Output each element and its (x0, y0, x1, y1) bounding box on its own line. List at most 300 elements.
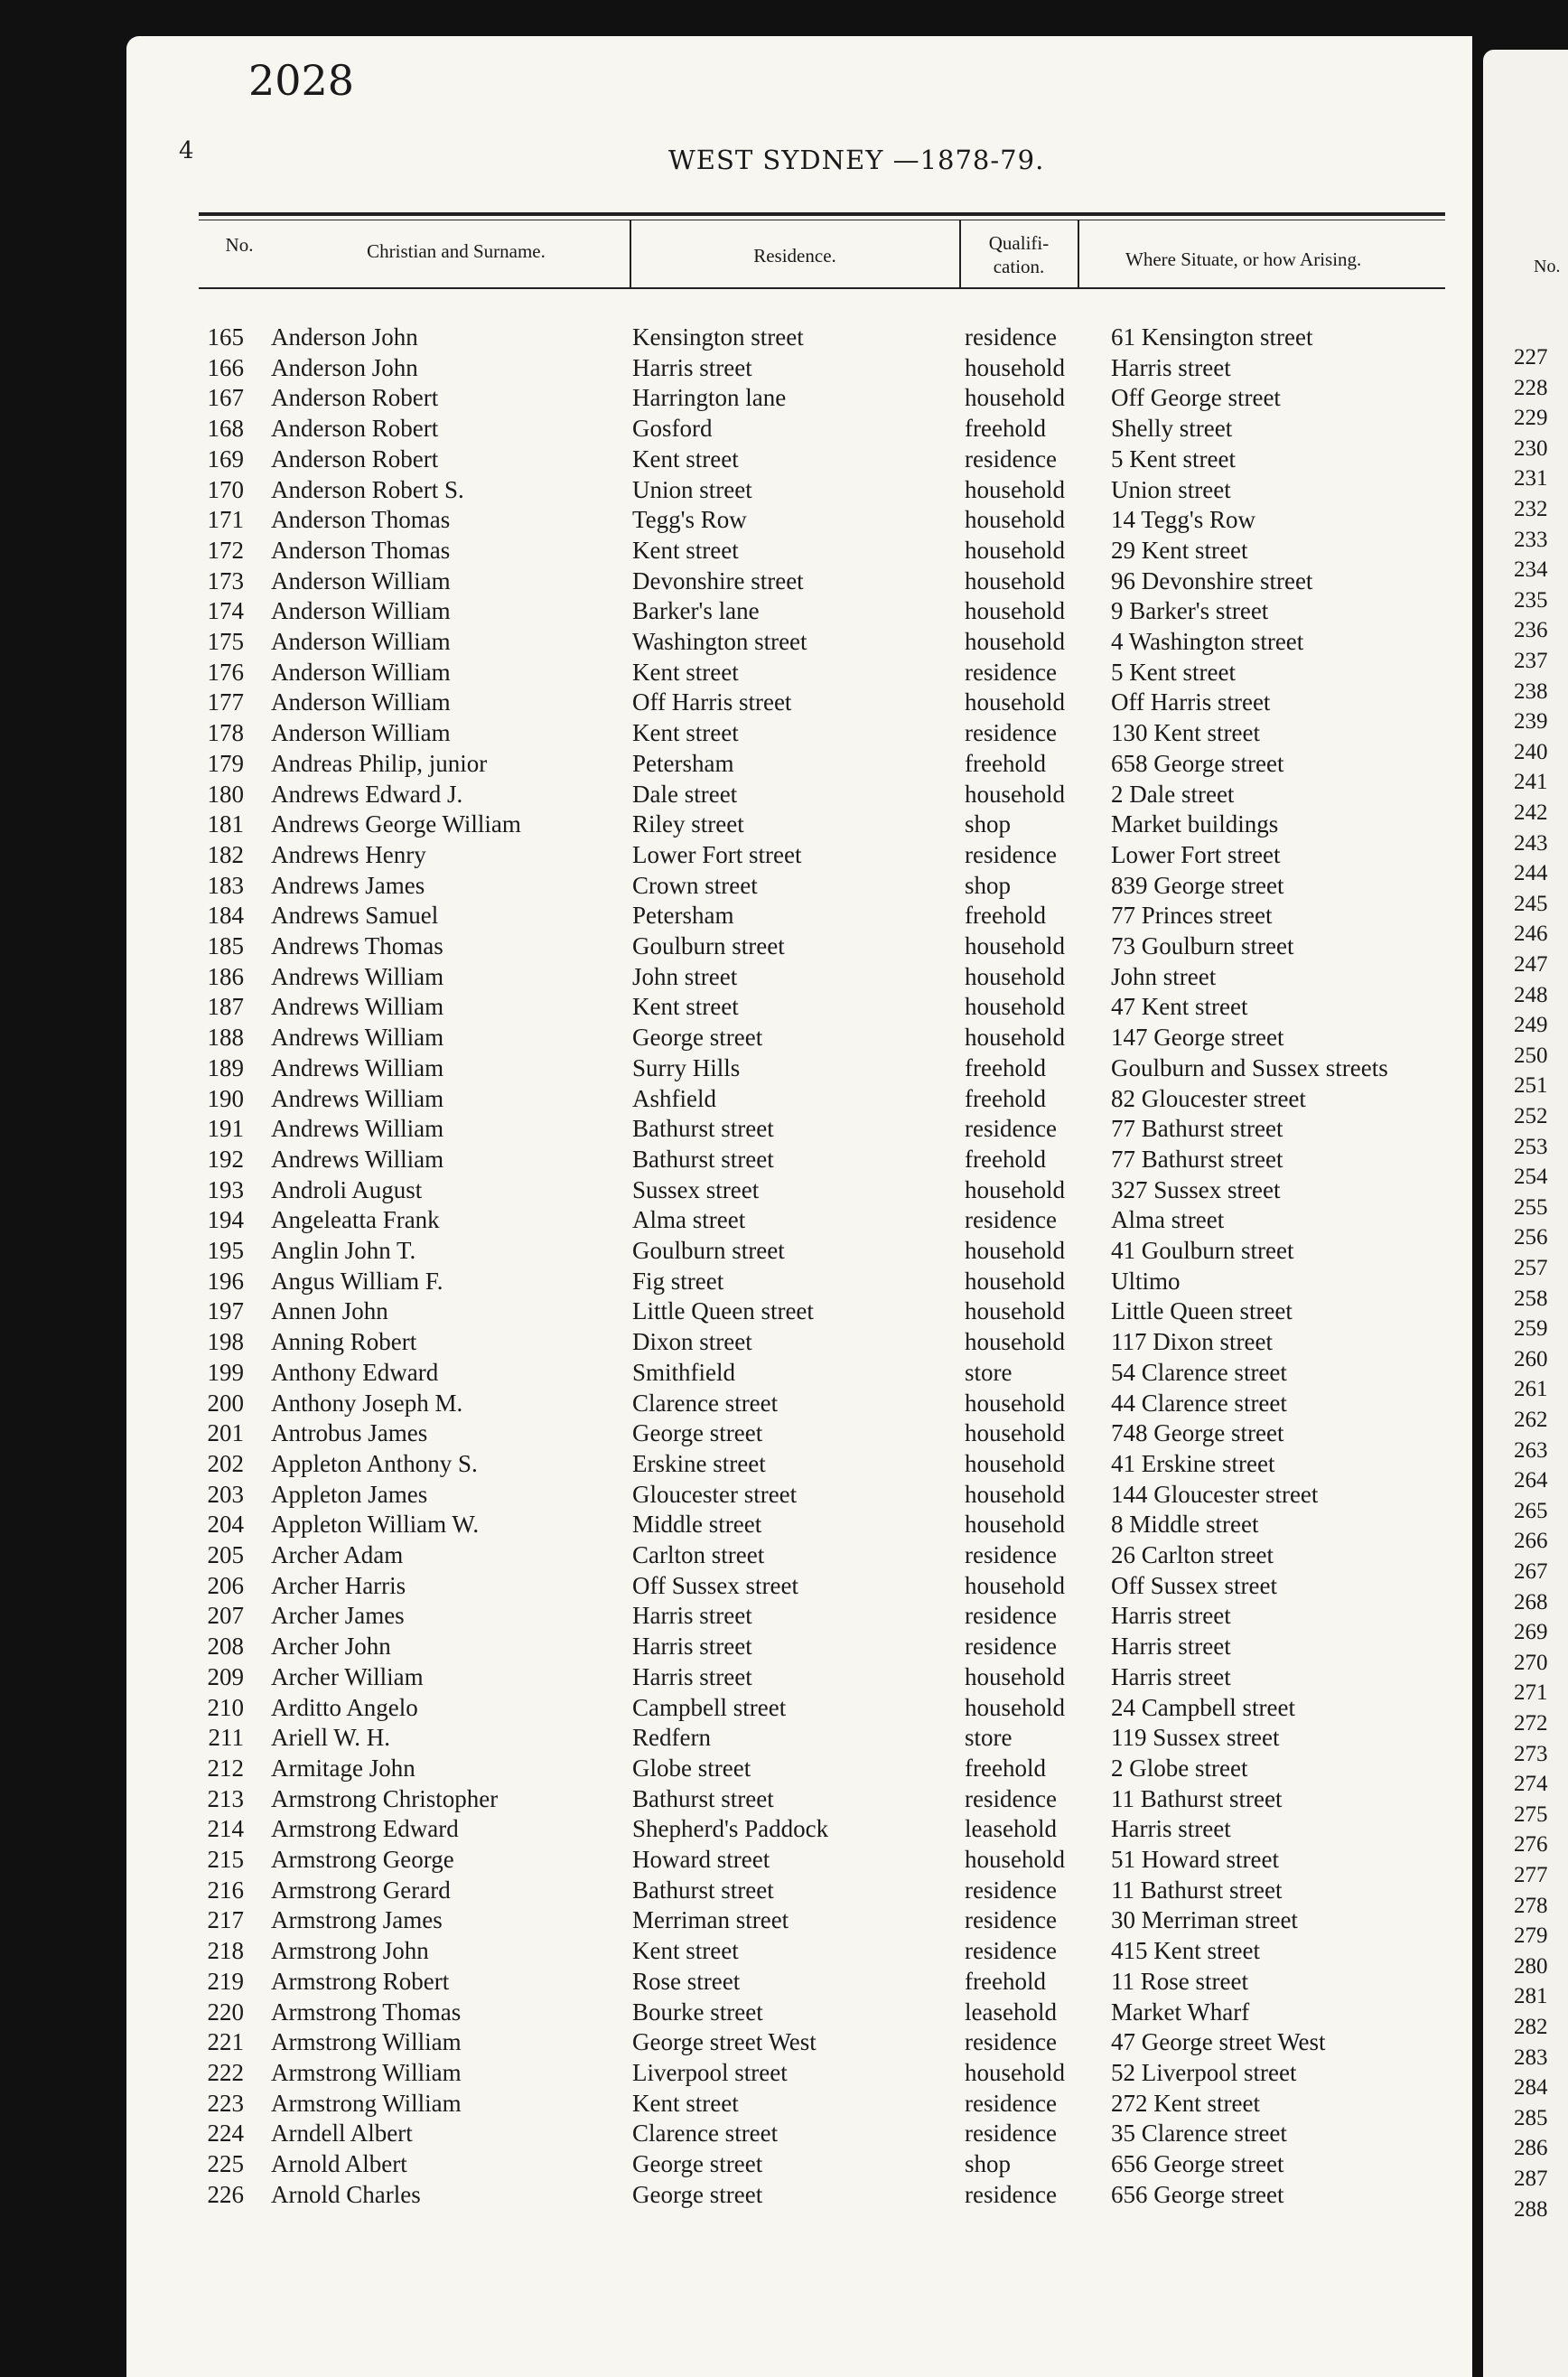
entry-residence: Tegg's Row (632, 506, 747, 534)
table-row (0, 1481, 1568, 1511)
entry-where-situate: 272 Kent street (1111, 2089, 1260, 2117)
entry-qualification: freehold (965, 1053, 1046, 1081)
adjacent-entry-number: 263 (1514, 1437, 1548, 1463)
entry-number: 203 (207, 1480, 244, 1508)
header-where: Where Situate, or how Arising. (1125, 248, 1362, 270)
adjacent-entry-number: 242 (1514, 800, 1548, 825)
entry-qualification: household (965, 1571, 1065, 1599)
adjacent-entry-number: 228 (1514, 375, 1548, 400)
entry-qualification: household (965, 1024, 1065, 1052)
entry-number: 199 (207, 1358, 244, 1386)
entry-residence: Alma street (632, 1206, 746, 1234)
table-row (0, 1846, 1568, 1876)
entry-number: 215 (207, 1846, 244, 1873)
entry-name: Anderson Thomas (271, 506, 451, 534)
entry-where-situate: Harris street (1111, 1602, 1231, 1630)
entry-where-situate: 82 Gloucester street (1111, 1084, 1306, 1112)
entry-number: 213 (207, 1784, 244, 1812)
entry-name: Anderson Robert (271, 445, 439, 473)
entry-qualification: residence (965, 1937, 1057, 1965)
entry-residence: Ashfield (632, 1084, 716, 1112)
entry-where-situate: Off Sussex street (1111, 1571, 1277, 1599)
entry-residence: Bourke street (632, 1998, 763, 2026)
entry-where-situate: Off George street (1111, 384, 1281, 412)
entry-residence: Goulburn street (632, 1237, 785, 1264)
entry-where-situate: 29 Kent street (1111, 536, 1248, 564)
entry-name: Andrews William (271, 962, 444, 990)
entry-number: 174 (207, 597, 244, 625)
header-top-rule (199, 212, 1445, 216)
entry-residence: George street (632, 1419, 763, 1447)
entry-residence: George street (632, 2150, 763, 2177)
table-row (0, 354, 1568, 384)
entry-where-situate: Harris street (1111, 1662, 1231, 1690)
entry-where-situate: 35 Clarence street (1111, 2120, 1287, 2148)
entry-qualification: residence (965, 1633, 1057, 1661)
entry-qualification: household (965, 506, 1065, 534)
entry-qualification: household (965, 993, 1065, 1021)
entry-residence: Crown street (632, 871, 758, 899)
table-row (0, 2150, 1568, 2180)
entry-number: 176 (207, 658, 244, 686)
entry-residence: Harris street (632, 1633, 752, 1661)
entry-number: 172 (207, 536, 244, 564)
adjacent-entry-number: 257 (1514, 1256, 1548, 1280)
entry-where-situate: 415 Kent street (1111, 1937, 1260, 1965)
entry-name: Andrews James (271, 871, 425, 899)
entry-residence: Kent street (632, 536, 739, 564)
entry-where-situate: 26 Carlton street (1111, 1541, 1274, 1568)
entry-qualification: freehold (965, 902, 1046, 930)
entry-name: Archer William (271, 1662, 424, 1690)
table-row (0, 1785, 1568, 1815)
adjacent-entry-number: 276 (1514, 1832, 1548, 1858)
entry-name: Armstrong William (271, 2028, 462, 2056)
adjacent-entry-number: 243 (1514, 830, 1548, 856)
adjacent-entry-number: 258 (1514, 1286, 1548, 1311)
entry-name: Andrews George William (271, 810, 521, 838)
entry-name: Andrews Thomas (271, 932, 443, 959)
entry-number: 223 (207, 2089, 244, 2117)
entry-qualification: household (965, 1419, 1065, 1447)
adjacent-entry-number: 244 (1514, 861, 1548, 886)
entry-qualification: household (965, 1237, 1065, 1264)
entry-where-situate: 9 Barker's street (1111, 597, 1269, 625)
entry-number: 192 (207, 1145, 244, 1173)
entry-number: 214 (207, 1815, 244, 1843)
entry-number: 190 (207, 1084, 244, 1112)
table-row (0, 2028, 1568, 2058)
table-row (0, 1998, 1568, 2028)
entry-qualification: household (965, 1480, 1065, 1508)
entry-qualification: shop (965, 810, 1012, 838)
entry-number: 179 (207, 749, 244, 777)
entry-residence: Kent street (632, 658, 739, 686)
entry-name: Anderson John (271, 323, 418, 351)
table-row (0, 1024, 1568, 1053)
entry-name: Anderson William (271, 688, 451, 716)
entry-name: Arndell Albert (271, 2120, 413, 2148)
entry-qualification: residence (965, 1115, 1057, 1143)
table-row (0, 1237, 1568, 1267)
adjacent-entry-number: 278 (1514, 1893, 1548, 1918)
entry-residence: Howard street (632, 1846, 770, 1873)
entry-residence: Dixon street (632, 1328, 752, 1356)
table-row (0, 2059, 1568, 2089)
entry-where-situate: 54 Clarence street (1111, 1358, 1287, 1386)
table-row (0, 1876, 1568, 1906)
entry-qualification: store (965, 1724, 1013, 1752)
entry-qualification: freehold (965, 415, 1046, 443)
entry-where-situate: 144 Gloucester street (1111, 1480, 1319, 1508)
adjacent-entry-number: 267 (1514, 1559, 1548, 1584)
table-row (0, 1906, 1568, 1936)
adjacent-entry-number: 260 (1514, 1346, 1548, 1371)
table-row (0, 2120, 1568, 2149)
entry-residence: Kent street (632, 2089, 739, 2117)
entry-number: 189 (207, 1053, 244, 1081)
entry-where-situate: 24 Campbell street (1111, 1693, 1295, 1721)
entry-number: 184 (207, 902, 244, 930)
table-row (0, 1968, 1568, 1998)
entry-residence: Barker's lane (632, 597, 760, 625)
entry-where-situate: 4 Washington street (1111, 628, 1304, 655)
entry-residence: George street (632, 2180, 763, 2208)
adjacent-entry-number: 287 (1514, 2166, 1548, 2191)
entry-residence: Off Sussex street (632, 1571, 798, 1599)
table-row (0, 445, 1568, 475)
entry-where-situate: 130 Kent street (1111, 719, 1260, 747)
entry-residence: Goulburn street (632, 932, 785, 959)
entry-residence: Kent street (632, 993, 739, 1021)
entry-where-situate: 77 Princes street (1111, 902, 1273, 930)
entry-name: Archer Adam (271, 1541, 404, 1568)
adjacent-entry-number: 233 (1514, 527, 1548, 552)
entry-name: Archer James (271, 1602, 405, 1630)
entry-qualification: household (965, 1328, 1065, 1356)
table-row (0, 384, 1568, 414)
adjacent-entry-number: 255 (1514, 1194, 1548, 1220)
adjacent-entry-number: 247 (1514, 952, 1548, 977)
entry-name: Anderson William (271, 597, 451, 625)
entry-number: 211 (208, 1724, 244, 1752)
entry-residence: Redfern (632, 1724, 711, 1752)
entry-name: Anderson William (271, 658, 451, 686)
entry-name: Andrews William (271, 993, 444, 1021)
entry-residence: Liverpool street (632, 2058, 788, 2086)
adjacent-entry-number: 240 (1514, 739, 1548, 764)
entry-residence: Off Harris street (632, 688, 792, 716)
entry-where-situate: 839 George street (1111, 871, 1284, 899)
table-row (0, 810, 1568, 840)
entry-number: 209 (207, 1662, 244, 1690)
entry-number: 178 (207, 719, 244, 747)
entry-number: 221 (207, 2028, 244, 2056)
entry-residence: Rose street (632, 1967, 741, 1995)
table-row (0, 1146, 1568, 1175)
entry-number: 167 (207, 384, 244, 412)
entry-where-situate: 47 Kent street (1111, 993, 1248, 1021)
entry-where-situate: 51 Howard street (1111, 1846, 1279, 1873)
entry-name: Armstrong George (271, 1846, 454, 1873)
entry-name: Anglin John T. (271, 1237, 416, 1264)
entry-residence: Gloucester street (632, 1480, 798, 1508)
entry-name: Archer John (271, 1633, 391, 1661)
table-row (0, 932, 1568, 962)
table-row (0, 1206, 1568, 1236)
entry-where-situate: Harris street (1111, 353, 1231, 381)
entry-where-situate: 5 Kent street (1111, 445, 1236, 473)
entry-qualification: residence (965, 719, 1057, 747)
adjacent-entry-number: 237 (1514, 649, 1548, 673)
table-row (0, 1511, 1568, 1540)
adjacent-entry-number: 241 (1514, 770, 1548, 795)
entry-qualification: household (965, 536, 1065, 564)
entry-qualification: residence (965, 1541, 1057, 1568)
entry-residence: George street (632, 1024, 763, 1052)
entry-name: Armstrong Thomas (271, 1998, 462, 2026)
page-stamp-number: 2028 (248, 56, 355, 105)
entry-where-situate: Harris street (1111, 1633, 1231, 1661)
entry-where-situate: 61 Kensington street (1111, 323, 1313, 351)
entry-number: 181 (207, 810, 244, 838)
entry-qualification: household (965, 1267, 1065, 1295)
adjacent-entry-number: 283 (1514, 2045, 1548, 2070)
entry-name: Andrews William (271, 1145, 444, 1173)
entry-qualification: freehold (965, 1084, 1046, 1112)
adjacent-entry-number: 265 (1514, 1498, 1548, 1523)
entry-qualification: household (965, 566, 1065, 594)
adjacent-entry-number: 280 (1514, 1953, 1548, 1979)
entry-number: 166 (207, 353, 244, 381)
table-row (0, 415, 1568, 445)
entry-number: 208 (207, 1633, 244, 1661)
adjacent-entry-number: 274 (1514, 1772, 1548, 1797)
adjacent-entry-number: 245 (1514, 891, 1548, 916)
entry-qualification: freehold (965, 1145, 1046, 1173)
entry-qualification: residence (965, 1206, 1057, 1234)
table-row (0, 1419, 1568, 1449)
entry-residence: Merriman street (632, 1906, 789, 1934)
table-row (0, 506, 1568, 536)
entry-name: Anderson William (271, 566, 451, 594)
entry-number: 220 (207, 1998, 244, 2026)
table-row (0, 628, 1568, 658)
adjacent-entry-number: 279 (1514, 1923, 1548, 1949)
entry-residence: Campbell street (632, 1693, 787, 1721)
table-row (0, 2181, 1568, 2211)
entry-qualification: household (965, 353, 1065, 381)
entry-where-situate: 119 Sussex street (1111, 1724, 1280, 1752)
entry-where-situate: 327 Sussex street (1111, 1175, 1281, 1203)
entry-qualification: freehold (965, 1967, 1046, 1995)
entry-name: Armstrong Edward (271, 1815, 459, 1843)
entry-where-situate: 77 Bathurst street (1111, 1115, 1283, 1143)
entry-qualification: residence (965, 1906, 1057, 1934)
entry-name: Anthony Edward (271, 1358, 439, 1386)
entry-number: 182 (207, 840, 244, 868)
entry-name: Armstrong James (271, 1906, 443, 1934)
entry-qualification: residence (965, 658, 1057, 686)
entry-where-situate: 44 Clarence street (1111, 1389, 1287, 1417)
adjacent-entry-number: 235 (1514, 587, 1548, 613)
entry-residence: Devonshire street (632, 566, 804, 594)
header-divider-3 (1078, 220, 1079, 289)
entry-name: Appleton James (271, 1480, 428, 1508)
entry-number: 216 (207, 1876, 244, 1904)
table-row (0, 1572, 1568, 1602)
entry-where-situate: 2 Dale street (1111, 780, 1235, 808)
entry-qualification: freehold (965, 749, 1046, 777)
entry-name: Anderson Robert (271, 415, 439, 443)
entry-name: Archer Harris (271, 1571, 406, 1599)
adjacent-entry-number: 251 (1514, 1073, 1548, 1099)
table-row (0, 1663, 1568, 1693)
entry-residence: Riley street (632, 810, 744, 838)
table-row (0, 1085, 1568, 1115)
entry-qualification: household (965, 1389, 1065, 1417)
entry-residence: John street (632, 962, 738, 990)
table-row (0, 1390, 1568, 1419)
header-name: Christian and Surname. (367, 240, 546, 262)
entry-residence: Gosford (632, 415, 713, 443)
entry-where-situate: 96 Devonshire street (1111, 566, 1313, 594)
entry-number: 205 (207, 1541, 244, 1568)
entry-name: Appleton Anthony S. (271, 1449, 478, 1477)
entry-number: 200 (207, 1389, 244, 1417)
entry-number: 225 (207, 2150, 244, 2177)
entry-residence: George street West (632, 2028, 817, 2056)
entry-number: 188 (207, 1024, 244, 1052)
table-row (0, 2090, 1568, 2120)
entry-residence: Little Queen street (632, 1297, 814, 1325)
entry-number: 196 (207, 1267, 244, 1295)
entry-where-situate: 11 Rose street (1111, 1967, 1248, 1995)
adjacent-entry-number: 256 (1514, 1225, 1548, 1250)
table-row (0, 1328, 1568, 1358)
entry-name: Armitage John (271, 1754, 415, 1782)
entry-number: 169 (207, 445, 244, 473)
table-row (0, 1268, 1568, 1297)
entry-residence: Kent street (632, 445, 739, 473)
adjacent-entry-number: 277 (1514, 1863, 1548, 1887)
adjacent-entry-number: 249 (1514, 1013, 1548, 1038)
adjacent-entry-number: 286 (1514, 2136, 1548, 2161)
entry-name: Annen John (271, 1297, 388, 1325)
adjacent-entry-number: 234 (1514, 557, 1548, 583)
table-row (0, 567, 1568, 597)
entry-where-situate: 5 Kent street (1111, 658, 1236, 686)
entry-where-situate: 2 Globe street (1111, 1754, 1248, 1782)
entry-name: Armstrong William (271, 2058, 462, 2086)
adjacent-entry-number: 231 (1514, 466, 1548, 491)
entry-where-situate: Little Queen street (1111, 1297, 1293, 1325)
entry-where-situate: 748 George street (1111, 1419, 1284, 1447)
entry-number: 185 (207, 932, 244, 959)
entry-name: Anthony Joseph M. (271, 1389, 463, 1417)
entry-name: Appleton William W. (271, 1511, 480, 1539)
entry-residence: Bathurst street (632, 1784, 774, 1812)
entry-number: 170 (207, 475, 244, 503)
table-row (0, 1755, 1568, 1784)
entry-qualification: household (965, 962, 1065, 990)
header-bottom-rule (199, 287, 1445, 289)
entry-number: 219 (207, 1967, 244, 1995)
entry-where-situate: 11 Bathurst street (1111, 1876, 1283, 1904)
entry-qualification: household (965, 688, 1065, 716)
table-row (0, 872, 1568, 902)
page-title-text: WEST SYDNEY —1878-79. (668, 145, 1045, 175)
table-row (0, 781, 1568, 810)
entry-name: Anderson Robert S. (271, 475, 464, 503)
entry-name: Andrews Samuel (271, 902, 439, 930)
entry-residence: Shepherd's Paddock (632, 1815, 829, 1843)
entry-qualification: residence (965, 2180, 1057, 2208)
entry-residence: Petersham (632, 902, 734, 930)
entry-number: 177 (207, 688, 244, 716)
table-row (0, 476, 1568, 506)
header-qualification: Qualifi- cation. (988, 232, 1050, 277)
entry-where-situate: 47 George street West (1111, 2028, 1326, 2056)
adjacent-entry-number: 238 (1514, 678, 1548, 704)
entry-qualification: household (965, 932, 1065, 959)
entry-where-situate: Alma street (1111, 1206, 1225, 1234)
entry-name: Antrobus James (271, 1419, 428, 1447)
entry-number: 193 (207, 1175, 244, 1203)
entry-qualification: household (965, 628, 1065, 655)
entry-where-situate: Lower Fort street (1111, 840, 1281, 868)
entry-name: Andreas Philip, junior (271, 749, 488, 777)
entry-name: Andrews William (271, 1084, 444, 1112)
entry-number: 183 (207, 871, 244, 899)
table-row (0, 1541, 1568, 1571)
entry-where-situate: Market buildings (1111, 810, 1279, 838)
entry-qualification: residence (965, 2120, 1057, 2148)
entry-name: Armstrong Christopher (271, 1784, 499, 1812)
entry-qualification: residence (965, 2089, 1057, 2117)
adjacent-entry-number: 284 (1514, 2075, 1548, 2101)
entry-where-situate: 117 Dixon street (1111, 1328, 1273, 1356)
entry-number: 210 (207, 1693, 244, 1721)
entry-residence: Clarence street (632, 1389, 779, 1417)
entry-where-situate: 656 George street (1111, 2150, 1284, 2177)
entry-residence: Globe street (632, 1754, 751, 1782)
entry-qualification: residence (965, 2028, 1057, 2056)
entry-where-situate: 30 Merriman street (1111, 1906, 1298, 1934)
adjacent-entry-number: 268 (1514, 1589, 1548, 1614)
entry-number: 191 (207, 1115, 244, 1143)
adjacent-entry-number: 250 (1514, 1043, 1548, 1068)
entry-number: 198 (207, 1328, 244, 1356)
entry-where-situate: 11 Bathurst street (1111, 1784, 1283, 1812)
entry-qualification: residence (965, 1876, 1057, 1904)
entry-residence: Surry Hills (632, 1053, 741, 1081)
adjacent-entry-number: 270 (1514, 1650, 1548, 1675)
entry-number: 218 (207, 1937, 244, 1965)
table-row (0, 1054, 1568, 1084)
entry-where-situate: 8 Middle street (1111, 1511, 1259, 1539)
adjacent-entry-number: 261 (1514, 1377, 1548, 1402)
entry-number: 180 (207, 780, 244, 808)
entry-name: Andrews William (271, 1024, 444, 1052)
entry-qualification: household (965, 780, 1065, 808)
adjacent-entry-number: 259 (1514, 1316, 1548, 1342)
adjacent-entry-number: 271 (1514, 1680, 1548, 1706)
entry-qualification: household (965, 2058, 1065, 2086)
entry-residence: Kent street (632, 719, 739, 747)
table-row (0, 688, 1568, 718)
entry-residence: Union street (632, 475, 752, 503)
